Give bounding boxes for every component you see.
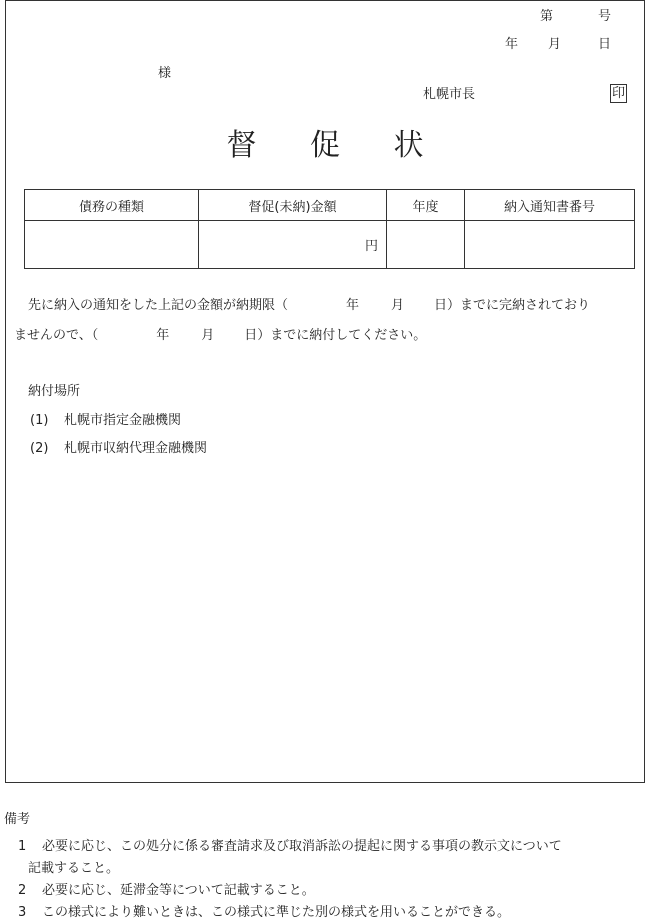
body-line-2: [14, 321, 644, 351]
seal-stamp: 印: [611, 86, 625, 101]
number-go: 号: [598, 9, 612, 24]
table-header-row: [25, 190, 635, 221]
number-dai: 第: [540, 9, 554, 24]
body-line-1-year: 年: [346, 298, 360, 313]
header-debt-type: 債務の種類: [25, 190, 199, 221]
remark-text: 必要に応じ、延滞金等について記載すること。: [42, 883, 315, 898]
remark-item: [4, 836, 562, 858]
header-fiscal-year: 年度: [387, 190, 465, 221]
header-notice-number: 納入通知書番号: [465, 190, 635, 221]
header-unpaid-amount: 督促(未納)金額: [199, 190, 387, 221]
cell-debt-type: [25, 221, 199, 269]
payment-place-number: (1): [30, 413, 49, 428]
body-line-2-day: 日）までに納付してください。: [244, 328, 427, 343]
remark-item: [4, 902, 562, 924]
body-line-1-day: 日）までに完納されており: [434, 298, 591, 313]
date-day: 日: [598, 37, 612, 52]
payment-place-number: (2): [30, 441, 49, 456]
remark-item: [4, 880, 562, 902]
payment-place-text: 札幌市指定金融機関: [64, 413, 182, 428]
body-line-2-year: 年: [156, 328, 170, 343]
remark-text: 必要に応じ、この処分に係る審査請求及び取消訴訟の提起に関する事項の教示文について: [42, 839, 562, 854]
debt-table: [24, 189, 635, 269]
issuer-name: 札幌市長: [423, 87, 476, 102]
remark-continuation: 記載すること。: [28, 861, 120, 876]
date-month: 月: [548, 37, 562, 52]
body-line-2-a: ませんので、（: [14, 328, 99, 343]
cell-amount: 円: [199, 221, 387, 269]
remarks-title: 備考: [4, 812, 31, 827]
cell-notice-number: [465, 221, 635, 269]
table-row: [25, 221, 635, 269]
date-year: 年: [505, 37, 519, 52]
remark-number: 1: [18, 839, 27, 854]
payment-place-title: 納付場所: [28, 384, 81, 399]
body-line-2-month: 月: [201, 328, 215, 343]
body-line-1: [14, 291, 644, 321]
cell-fiscal-year: [387, 221, 465, 269]
remark-number: 2: [18, 883, 27, 898]
payment-place-item: [30, 414, 181, 427]
payment-place-text: 札幌市収納代理金融機関: [64, 441, 208, 456]
document-frame: [5, 0, 645, 783]
payment-place-item: [30, 442, 207, 455]
body-line-1-a: 先に納入の通知をした上記の金額が納期限（: [28, 298, 289, 313]
body-line-1-month: 月: [391, 298, 405, 313]
remark-text: この様式により難いときは、この様式に準じた別の様式を用いることができる。: [42, 905, 511, 920]
document-title: 督 促 状: [226, 128, 446, 163]
notice-body: [14, 291, 644, 351]
remarks: [4, 813, 562, 924]
addressee-suffix: 様: [158, 66, 172, 81]
remark-number: 3: [18, 905, 27, 920]
